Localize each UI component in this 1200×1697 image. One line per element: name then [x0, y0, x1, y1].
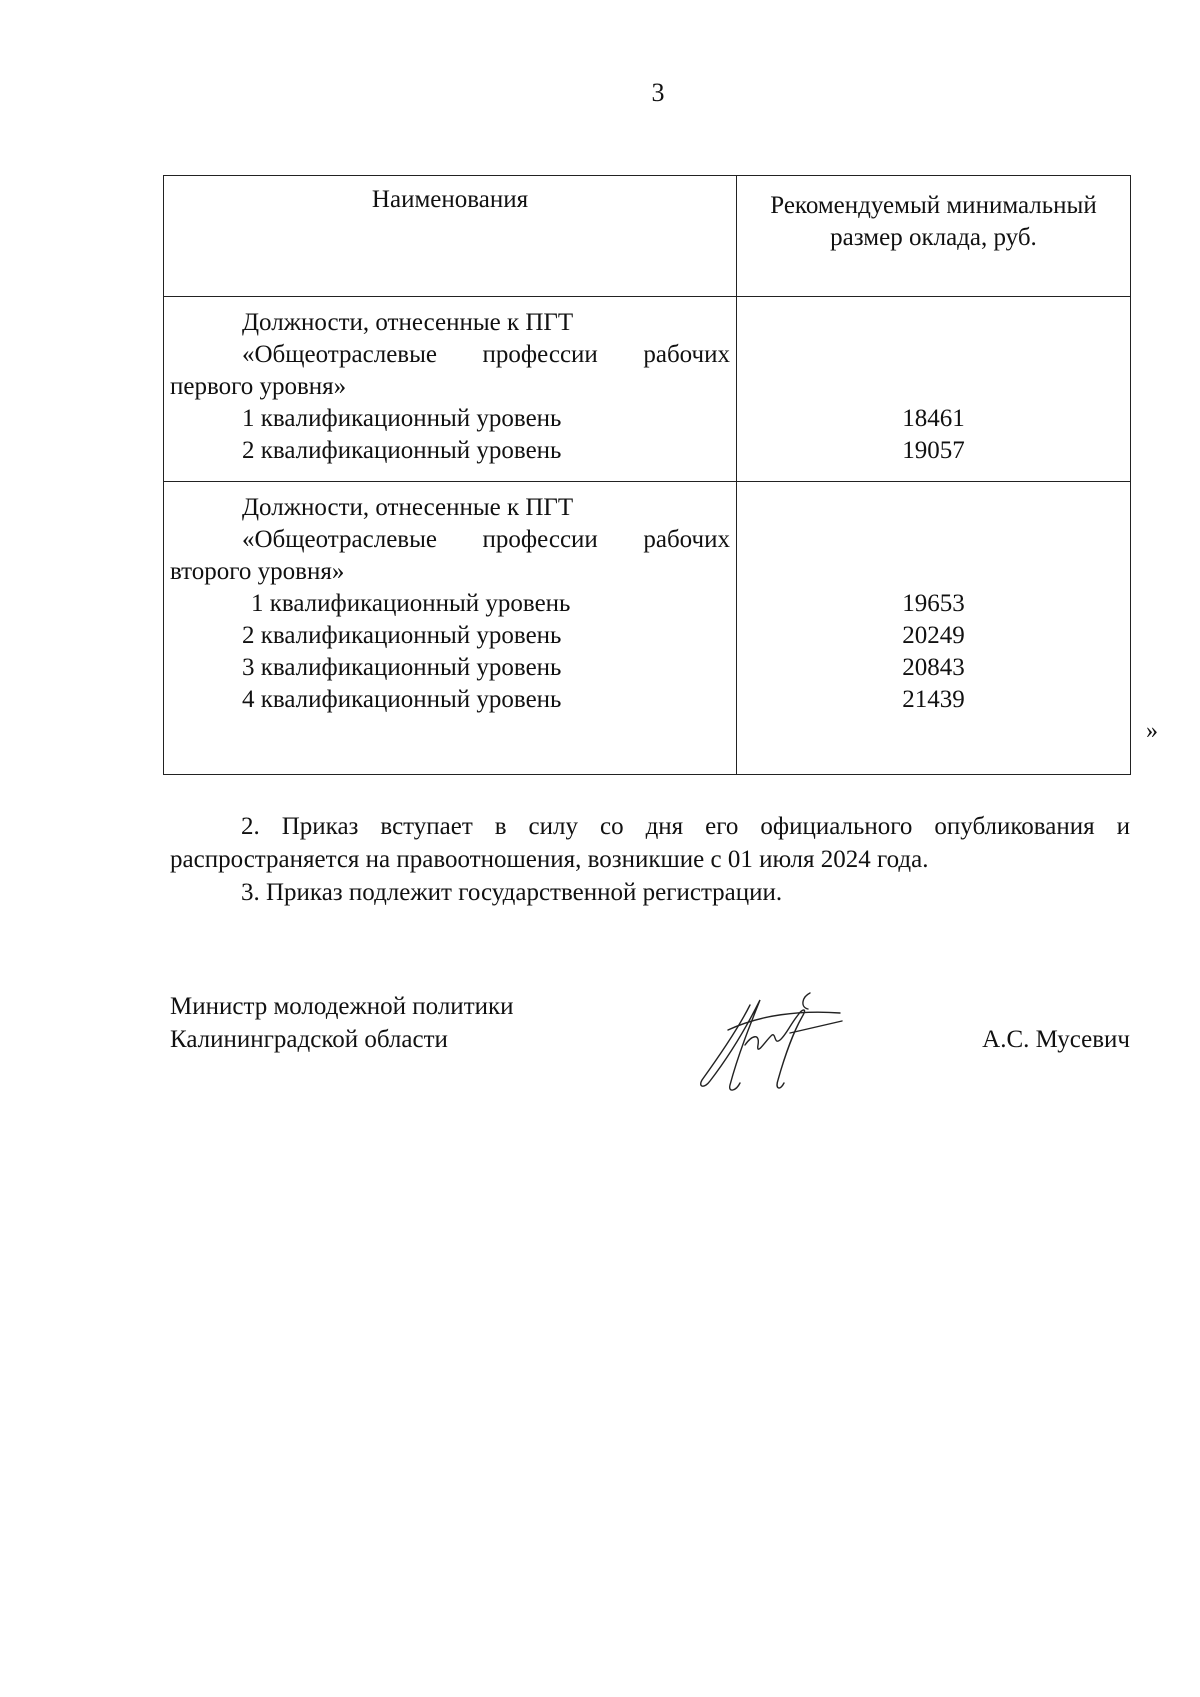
level-label: 2 квалификационный уровень — [242, 622, 562, 649]
group-value-cell — [737, 297, 1131, 482]
level-value: 21439 — [902, 686, 965, 713]
table-header-row — [164, 176, 1131, 297]
group-name-cell — [164, 297, 737, 482]
level-value: 18461 — [902, 405, 965, 432]
header-name: Наименования — [164, 176, 737, 297]
level-label: 4 квалификационный уровень — [242, 686, 562, 713]
group-title-line: «Общеотраслевые профессии рабочих — [242, 526, 730, 553]
group-title-line: второго уровня» — [170, 558, 345, 585]
closing-quote: » — [1146, 718, 1158, 744]
level-value: 20249 — [902, 622, 965, 649]
group-title-line: Должности, отнесенные к ПГТ — [242, 309, 574, 336]
level-value: 19057 — [902, 437, 965, 464]
page-number: 3 — [651, 78, 665, 107]
handwritten-signature-icon — [690, 985, 850, 1095]
table-row — [164, 297, 1131, 482]
paragraph-2: 2. Приказ вступает в силу со дня его официального опубликования и распространяется на правоотношения, возникшие с 01 июля 2024 года. — [170, 813, 1130, 873]
group-title-line: Должности, отнесенные к ПГТ — [242, 494, 574, 521]
signature-block — [170, 990, 1130, 1056]
group-title-line: первого уровня» — [170, 373, 347, 400]
header-value-text: Рекомендуемый минимальный размер оклада, руб. — [770, 192, 1097, 251]
paragraph-3: 3. Приказ подлежит государственной регистрации. — [241, 879, 783, 906]
salary-table — [163, 175, 1131, 775]
level-value: 20843 — [902, 654, 965, 681]
group-name-cell — [164, 482, 737, 775]
group-title-line: «Общеотраслевые профессии рабочих — [242, 341, 730, 368]
table-row — [164, 482, 1131, 775]
signer-position-line1: Министр молодежной политики — [170, 993, 514, 1020]
signer-name: А.С. Мусевич — [982, 1026, 1130, 1053]
body-paragraphs — [170, 810, 1130, 909]
level-label: 1 квалификационный уровень — [251, 590, 571, 617]
group-value-cell — [737, 482, 1131, 775]
level-value: 19653 — [902, 590, 965, 617]
level-label: 1 квалификационный уровень — [242, 405, 562, 432]
signer-position-line2: Калининградской области — [170, 1026, 448, 1053]
level-label: 3 квалификационный уровень — [242, 654, 562, 681]
level-label: 2 квалификационный уровень — [242, 437, 562, 464]
header-value — [737, 176, 1131, 297]
